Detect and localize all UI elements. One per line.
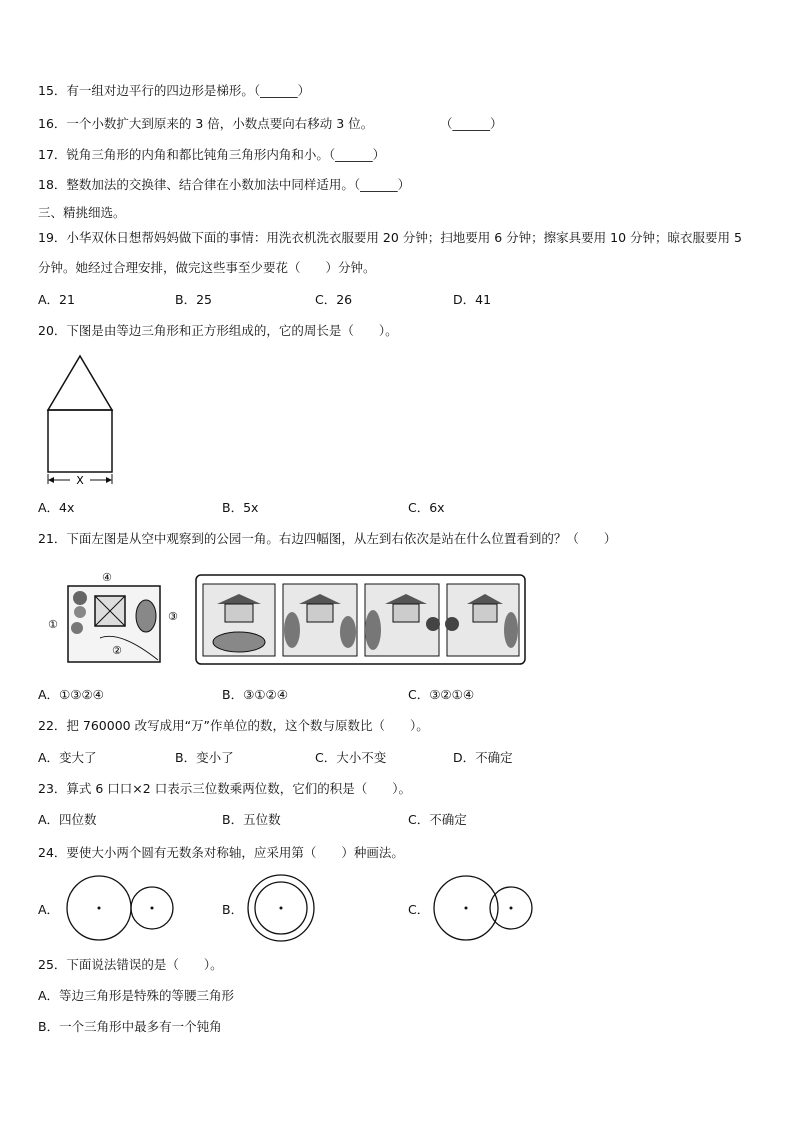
q19-option-d[interactable]: D．41: [453, 292, 492, 307]
q23-option-a[interactable]: A．四位数: [38, 812, 97, 827]
question-21: 21．下面左图是从空中观察到的公园一角。右边四幅图，从左到右依次是站在什么位置看到的？（ ）: [38, 531, 617, 546]
view-panel-3: [365, 584, 440, 656]
q24-option-a[interactable]: A．: [38, 902, 60, 917]
position-mark-2: ②: [112, 644, 122, 657]
question-25: 25．下面说法错误的是（ ）。: [38, 957, 223, 972]
q21-option-c[interactable]: C．③②①④: [408, 687, 475, 702]
position-mark-1: ①: [48, 618, 58, 631]
q22-option-d[interactable]: D．不确定: [453, 750, 513, 765]
q25-option-a[interactable]: A．等边三角形是特殊的等腰三角形: [38, 988, 235, 1003]
q22-option-a[interactable]: A．变大了: [38, 750, 97, 765]
house-shape-figure: [40, 350, 120, 490]
question-16-text: 16．一个小数扩大到原来的 3 倍，小数点要向右移动 3 位。: [38, 116, 374, 131]
q19-option-a[interactable]: A．21: [38, 292, 75, 307]
question-19: 19．小华双休日想帮妈妈做下面的事情：用洗衣机洗衣服要用 20 分钟；扫地要用 6 分钟；擦家具要用 10 分钟；晾衣服要用 5 分钟。她经过合理安排，做完这些事至少要花（ ）分钟。: [38, 230, 742, 275]
q25-option-b[interactable]: B．一个三角形中最多有一个钝角: [38, 1019, 222, 1034]
circles-option-c-figure: [432, 872, 537, 944]
question-22: 22．把 760000 改写成用“万”作单位的数，这个数与原数比（ ）。: [38, 718, 429, 733]
view-panel-4: [445, 584, 519, 656]
circles-option-a-figure: [65, 872, 180, 944]
question-15: 15．有一组对边平行的四边形是梯形。（______）: [38, 83, 311, 98]
q23-option-b[interactable]: B．五位数: [222, 812, 281, 827]
q19-option-c[interactable]: C．26: [315, 292, 353, 307]
view-panel-1: [203, 584, 275, 656]
circles-option-b-figure: [246, 872, 318, 944]
q20-option-c[interactable]: C．6x: [408, 500, 445, 515]
question-23: 23．算式 6 口口×2 口表示三位数乘两位数，它们的积是（ ）。: [38, 781, 411, 796]
q22-option-b[interactable]: B．变小了: [175, 750, 234, 765]
question-24: 24．要使大小两个圆有无数条对称轴，应采用第（ ）种画法。: [38, 845, 404, 860]
q19-option-b[interactable]: B．25: [175, 292, 212, 307]
q22-option-c[interactable]: C．大小不变: [315, 750, 387, 765]
q20-option-b[interactable]: B．5x: [222, 500, 259, 515]
four-views-figure: [195, 574, 527, 666]
view-panel-2: [283, 584, 357, 656]
q21-option-b[interactable]: B．③①②④: [222, 687, 288, 702]
section-heading-3: 三、精挑细选。: [38, 205, 126, 220]
position-mark-3: ③: [168, 610, 178, 623]
park-aerial-view-figure: [40, 568, 190, 668]
q20-option-a[interactable]: A．4x: [38, 500, 75, 515]
question-16: [38, 116, 503, 132]
question-17: 17．锐角三角形的内角和都比钝角三角形内角和小。（______）: [38, 147, 386, 162]
question-16-blank: （______）: [440, 116, 503, 131]
question-18: 18．整数加法的交换律、结合律在小数加法中同样适用。（______）: [38, 177, 411, 192]
q24-option-b[interactable]: B．: [222, 902, 244, 917]
q21-option-a[interactable]: A．①③②④: [38, 687, 104, 702]
question-20: 20．下图是由等边三角形和正方形组成的，它的周长是（ ）。: [38, 323, 398, 338]
q24-option-c[interactable]: C．: [408, 902, 430, 917]
side-length-label: X: [76, 474, 84, 487]
position-mark-4: ④: [102, 571, 112, 584]
q23-option-c[interactable]: C．不确定: [408, 812, 467, 827]
